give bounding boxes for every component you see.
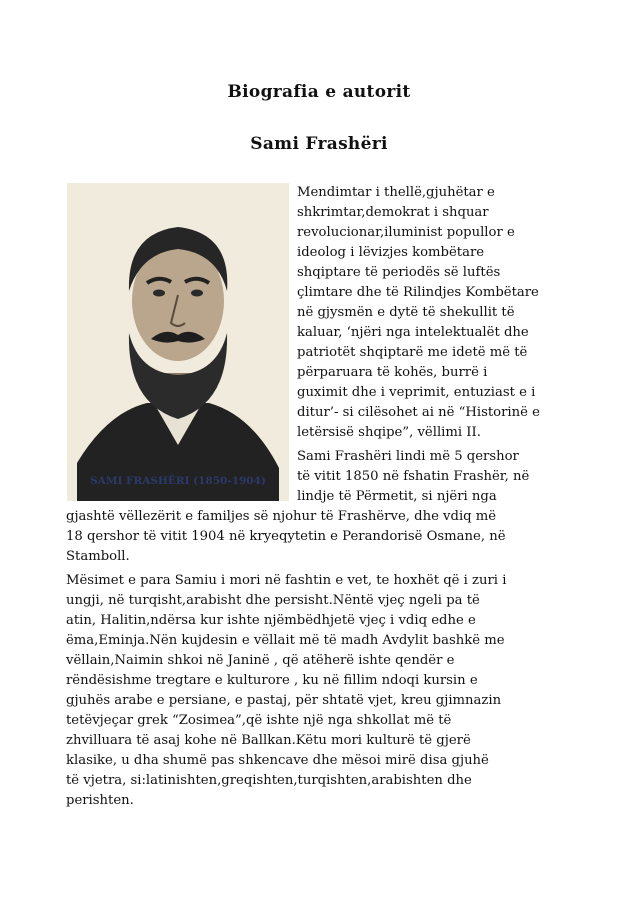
- text-line: rëndësishme tregtare e kulturore , ku në fillim ndoqi kursin e: [66, 673, 478, 688]
- text-line: kaluar, ‘njëri nga intelektualët dhe: [297, 325, 529, 340]
- text-line: ideolog i lëvizjes kombëtare: [297, 245, 485, 260]
- text-line: zhvilluara të asaj kohe në Ballkan.Këtu mori kulturë të gjerë: [66, 733, 471, 748]
- text-line: patriotët shqiptarë me idetë më të: [297, 345, 528, 360]
- portrait-engraving: [67, 183, 289, 501]
- text-line: 18 qershor të vitit 1904 në kryeqytetin e Perandorisë Osmane, në: [66, 529, 506, 544]
- portrait-caption: SAMI FRASHËRI (1850-1904): [90, 475, 266, 487]
- document-title: Biografia e autorit: [227, 82, 411, 102]
- text-line: Sami Frashëri lindi më 5 qershor: [297, 449, 519, 464]
- text-line: perishten.: [66, 793, 134, 808]
- text-line: gjuhës arabe e persiane, e pastaj, për shtatë vjet, kreu gjimnazin: [66, 693, 502, 708]
- text-line: ditur’- si cilësohet ai në “Historinë e: [297, 405, 540, 420]
- text-line: të vjetra, si:latinishten,greqishten,turqishten,arabishten dhe: [66, 773, 472, 788]
- text-line: ungji, në turqisht,arabisht dhe persisht.Nëntë vjeç ngeli pa të: [66, 593, 480, 608]
- text-line: Mësimet e para Samiu i mori në fashtin e vet, te hoxhët që i zuri i: [66, 573, 507, 588]
- text-line: çlimtare dhe të Rilindjes Kombëtare: [297, 285, 539, 300]
- text-line: ëma,Eminja.Nën kujdesin e vëllait më të madh Avdylit bashkë me: [66, 633, 505, 648]
- text-line: lindje të Përmetit, si njëri nga: [297, 489, 497, 504]
- text-line: përparuara të kohës, burrë i: [297, 365, 488, 380]
- text-line: klasike, u dha shumë pas shkencave dhe mësoi mirë disa gjuhë: [66, 753, 489, 768]
- text-line: atin, Halitin,ndërsa kur ishte njëmbëdhjetë vjeç i vdiq edhe e: [66, 613, 476, 628]
- text-line: letërsisë shqipe”, vëllimi II.: [297, 425, 481, 440]
- text-line: tetëvjeçar grek “Zosimea”,që ishte një nga shkollat më të: [66, 713, 452, 728]
- text-line: Stamboll.: [66, 549, 130, 564]
- text-line: shqiptare të periodës së luftës: [297, 265, 501, 280]
- text-line: gjashtë vëllezërit e familjes së njohur të Frashërve, dhe vdiq më: [66, 509, 497, 524]
- text-line: revolucionar,iluminist popullor e: [297, 225, 515, 240]
- text-line: guximit dhe i veprimit, entuziast e i: [297, 385, 536, 400]
- text-line: shkrimtar,demokrat i shquar: [297, 205, 489, 220]
- text-line: Mendimtar i thellë,gjuhëtar e: [297, 185, 495, 200]
- author-portrait: [67, 183, 289, 501]
- text-line: vëllain,Naimin shkoi në Janinë , që atëherë ishte qendër e: [66, 653, 455, 668]
- author-name: Sami Frashëri: [250, 134, 388, 154]
- text-line: të vitit 1850 në fshatin Frashër, në: [297, 469, 530, 484]
- text-line: në gjysmën e dytë të shekullit të: [297, 305, 515, 320]
